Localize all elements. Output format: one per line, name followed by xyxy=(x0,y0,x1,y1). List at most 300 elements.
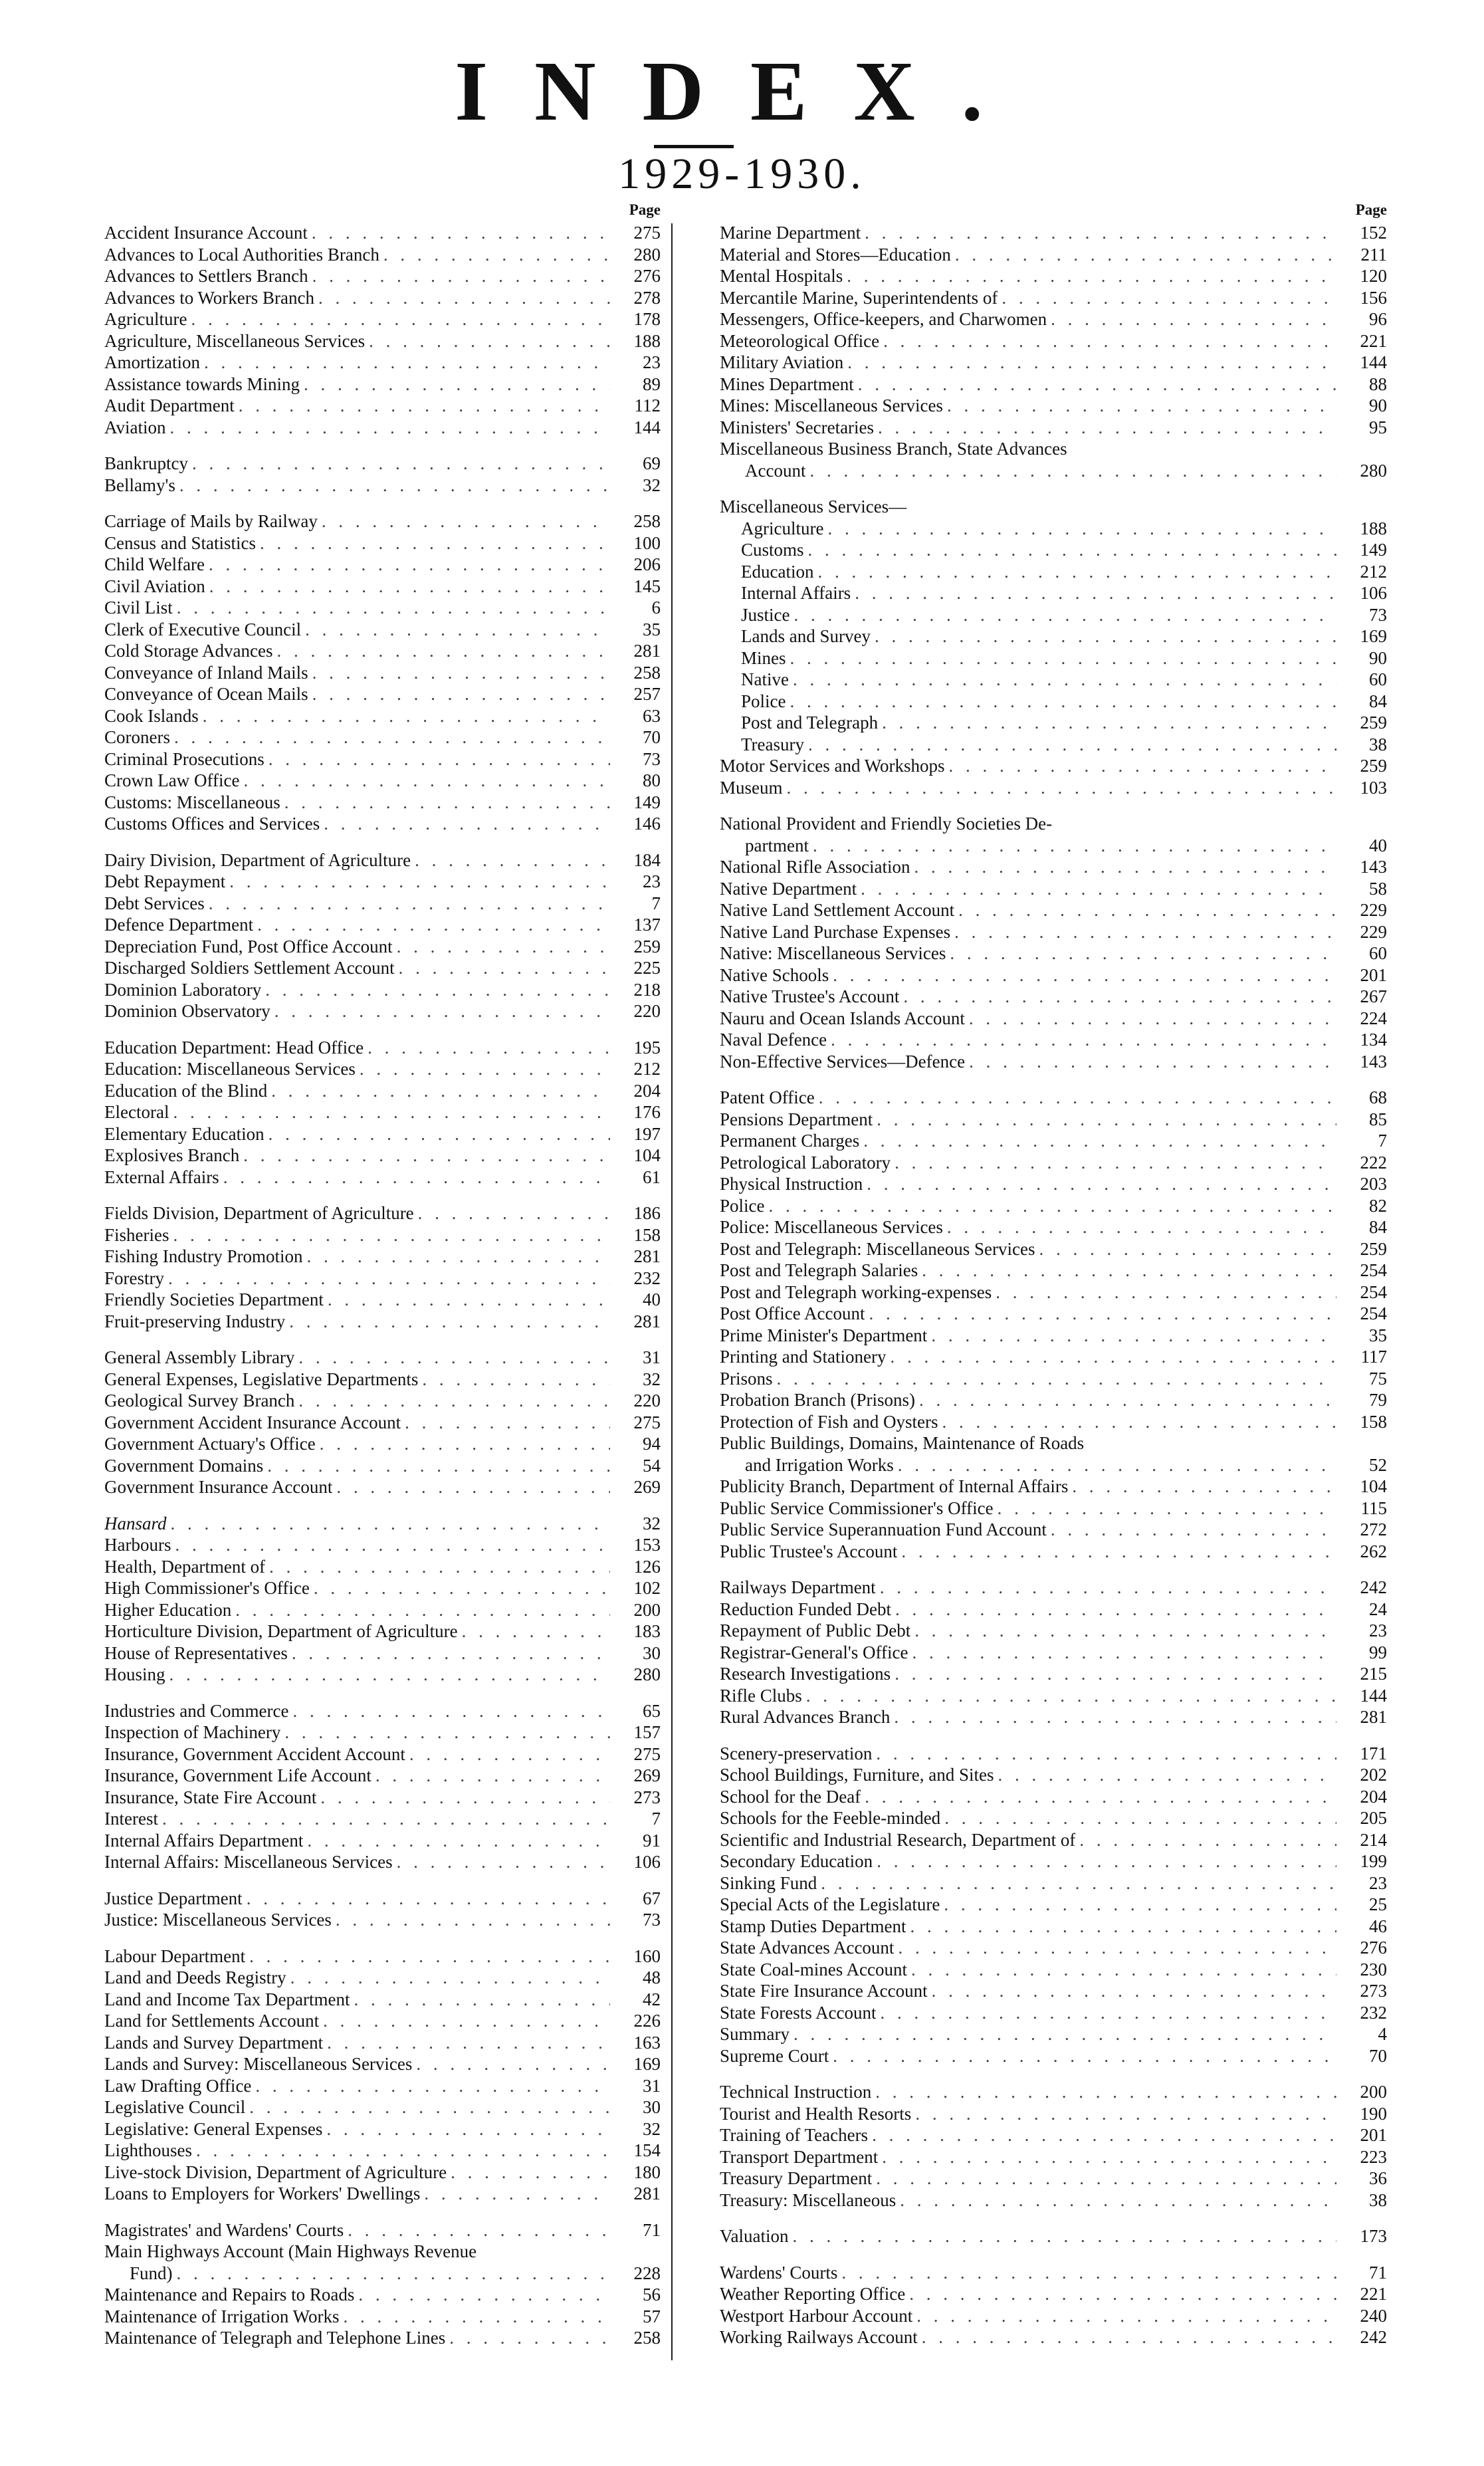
entry-page-number: 89 xyxy=(643,374,661,394)
entry-label: State Advances Account xyxy=(720,1938,895,1958)
dot-leader xyxy=(883,330,1336,352)
index-entry xyxy=(720,1282,1392,1303)
index-entry xyxy=(720,2168,1392,2189)
entry-label: Land for Settlements Account xyxy=(104,2011,320,2031)
entry-page-number: 203 xyxy=(1360,1174,1387,1194)
entry-page-number: 96 xyxy=(1369,309,1387,329)
entry-label: Hansard xyxy=(104,1513,167,1533)
index-entry xyxy=(104,1967,666,1989)
entry-label: Forestry xyxy=(104,1268,164,1288)
entry-label: Insurance, Government Accident Account xyxy=(104,1743,405,1764)
index-entry xyxy=(104,1765,666,1787)
dot-leader xyxy=(255,2075,610,2097)
entry-page-number: 84 xyxy=(1369,691,1387,711)
entry-label: State Fire Insurance Account xyxy=(720,1981,928,2001)
entry-label: Education Department: Head Office xyxy=(104,1037,364,1058)
index-entry xyxy=(720,1008,1392,1030)
index-entry xyxy=(720,1238,1392,1260)
dot-leader xyxy=(292,1642,610,1664)
entry-label: Fruit-preserving Industry xyxy=(104,1311,286,1331)
entry-label: Dominion Observatory xyxy=(104,1001,270,1021)
dot-leader xyxy=(882,2146,1336,2168)
dot-leader xyxy=(944,1807,1336,1829)
entry-page-number: 280 xyxy=(1360,460,1387,481)
entry-label: Interest xyxy=(104,1809,158,1829)
entry-label: Military Aviation xyxy=(720,352,844,372)
entry-label: Inspection of Machinery xyxy=(104,1722,281,1742)
entry-label: General Expenses, Legislative Departments xyxy=(104,1369,419,1389)
entry-page-number: 158 xyxy=(1360,1411,1387,1432)
entry-label: Magistrates' and Wardens' Courts xyxy=(104,2219,344,2240)
dot-leader xyxy=(875,2081,1336,2103)
entry-page-number: 154 xyxy=(633,2140,661,2160)
index-entry xyxy=(720,352,1392,374)
index-entry xyxy=(104,1289,666,1311)
entry-page-number: 4 xyxy=(1378,2024,1387,2044)
index-entry xyxy=(720,878,1392,900)
dot-leader xyxy=(958,899,1336,921)
index-entry xyxy=(720,777,1392,799)
entry-label: Lighthouses xyxy=(104,2140,192,2160)
dot-leader xyxy=(348,2219,610,2241)
index-entry xyxy=(720,2023,1392,2045)
entry-page-number: 82 xyxy=(1369,1195,1387,1216)
entry-page-number: 7 xyxy=(651,893,661,913)
index-group xyxy=(104,849,666,1022)
entry-page-number: 95 xyxy=(1369,417,1387,437)
index-entry xyxy=(104,1808,666,1830)
entry-label: Lands and Survey xyxy=(741,626,871,646)
index-entry xyxy=(720,1454,1392,1476)
entry-label: Government Accident Insurance Account xyxy=(104,1412,401,1432)
entry-label: Police xyxy=(720,1195,765,1216)
index-entry xyxy=(720,734,1392,756)
entry-label: Live-stock Division, Department of Agriculture xyxy=(104,2162,447,2182)
entry-page-number: 73 xyxy=(1369,604,1387,625)
index-entry xyxy=(104,1369,666,1391)
dot-leader xyxy=(209,893,610,915)
entry-label: and Irrigation Works xyxy=(745,1454,894,1475)
index-group xyxy=(104,1946,666,2205)
entry-page-number: 226 xyxy=(633,2011,661,2031)
entry-page-number: 205 xyxy=(1360,1808,1387,1828)
entry-label: Carriage of Mails by Railway xyxy=(104,511,318,531)
entry-label: Protection of Fish and Oysters xyxy=(720,1411,938,1432)
index-entry xyxy=(720,1706,1392,1728)
dot-leader xyxy=(865,222,1336,244)
index-entry xyxy=(720,1216,1392,1238)
entry-label: Native Trustee's Account xyxy=(720,986,900,1006)
entry-label: Public Service Superannuation Fund Account xyxy=(720,1519,1047,1539)
entry-page-number: 257 xyxy=(633,684,661,704)
dot-leader xyxy=(336,1476,610,1498)
entry-page-number: 259 xyxy=(1360,713,1387,732)
entry-page-number: 280 xyxy=(633,244,661,265)
entry-label: Labour Department xyxy=(104,1946,246,1966)
dot-leader xyxy=(950,943,1336,964)
index-entry xyxy=(720,2262,1392,2284)
entry-label: Internal Affairs Department xyxy=(104,1830,304,1850)
entry-label: Prisons xyxy=(720,1368,773,1389)
dot-leader xyxy=(955,244,1336,266)
entry-page-number: 259 xyxy=(633,936,661,956)
entry-label: Assistance towards Mining xyxy=(104,374,300,394)
dot-leader xyxy=(271,1080,610,1102)
entry-label: Police: Miscellaneous Services xyxy=(720,1217,943,1237)
index-entry xyxy=(720,1894,1392,1916)
dot-leader xyxy=(168,1268,610,1289)
index-entry xyxy=(720,1087,1392,1109)
entry-label: Government Insurance Account xyxy=(104,1477,333,1497)
entry-page-number: 75 xyxy=(1369,1368,1387,1389)
entry-label: Naval Defence xyxy=(720,1030,827,1050)
index-entry xyxy=(720,1807,1392,1829)
entry-page-number: 218 xyxy=(633,979,661,1000)
index-entry xyxy=(104,417,666,439)
dot-leader xyxy=(808,734,1336,756)
index-entry xyxy=(104,2118,666,2140)
entry-page-number: 272 xyxy=(1360,1519,1387,1539)
entry-label: Mental Hospitals xyxy=(720,266,843,286)
entry-page-number: 254 xyxy=(1360,1303,1387,1323)
index-group xyxy=(104,510,666,835)
entry-page-number: 58 xyxy=(1369,878,1387,899)
index-entry xyxy=(104,453,666,475)
index-group xyxy=(720,496,1392,798)
entry-label: Maintenance of Irrigation Works xyxy=(104,2306,340,2326)
entry-page-number: 201 xyxy=(1360,2125,1387,2145)
dot-leader xyxy=(249,2096,610,2118)
entry-page-number: 254 xyxy=(1360,1282,1387,1302)
entry-page-number: 84 xyxy=(1369,1217,1387,1237)
entry-page-number: 178 xyxy=(633,309,661,329)
entry-page-number: 258 xyxy=(633,662,661,683)
entry-page-number: 225 xyxy=(633,958,661,978)
entry-label: Account xyxy=(745,460,806,481)
entry-page-number: 199 xyxy=(1360,1851,1387,1871)
entry-label: Miscellaneous Services— xyxy=(720,497,907,516)
dot-leader xyxy=(876,1743,1336,1765)
index-group xyxy=(104,1202,666,1332)
index-entry xyxy=(104,792,666,814)
entry-page-number: 32 xyxy=(643,1369,661,1389)
index-entry xyxy=(104,1787,666,1809)
entry-page-number: 100 xyxy=(633,532,661,553)
entry-page-number: 68 xyxy=(1369,1087,1387,1107)
entry-page-number: 35 xyxy=(1369,1325,1387,1345)
entry-page-number: 160 xyxy=(633,1946,661,1966)
dot-leader xyxy=(833,2045,1336,2067)
entry-page-number: 40 xyxy=(1369,835,1387,855)
dot-leader xyxy=(969,1008,1336,1030)
dot-leader xyxy=(898,1454,1336,1476)
index-entry xyxy=(720,518,1392,540)
dot-leader xyxy=(898,1937,1336,1959)
index-entry xyxy=(104,748,666,770)
index-entry xyxy=(104,352,666,374)
index-entry xyxy=(720,835,1392,857)
entry-label: Education: Miscellaneous Services xyxy=(104,1059,356,1079)
entry-page-number: 30 xyxy=(643,2097,661,2117)
entry-page-number: 80 xyxy=(643,770,661,790)
index-entry xyxy=(104,1909,666,1931)
entry-label: Tourist and Health Resorts xyxy=(720,2103,912,2124)
entry-label: State Coal-mines Account xyxy=(720,1959,907,1979)
entry-page-number: 48 xyxy=(643,1967,661,1987)
dot-leader xyxy=(915,2103,1336,2125)
dot-leader xyxy=(931,1325,1336,1347)
dot-leader xyxy=(267,1455,610,1477)
dot-leader xyxy=(847,352,1336,374)
entry-label: Public Trustee's Account xyxy=(720,1541,898,1561)
entry-page-number: 46 xyxy=(1369,1916,1387,1936)
entry-page-number: 70 xyxy=(1369,2045,1387,2066)
dot-leader xyxy=(243,1145,610,1167)
dot-leader xyxy=(196,2140,610,2162)
dot-leader xyxy=(269,1556,610,1578)
index-entry xyxy=(720,1577,1392,1599)
index-entry xyxy=(720,1980,1392,2002)
dot-leader xyxy=(418,1202,610,1224)
index-entry xyxy=(720,625,1392,647)
entry-page-number: 200 xyxy=(633,1599,661,1620)
index-entry xyxy=(720,1346,1392,1368)
index-entry xyxy=(720,813,1392,835)
dot-leader xyxy=(290,1967,610,1989)
entry-page-number: 103 xyxy=(1360,777,1387,798)
index-entry xyxy=(720,691,1392,713)
dot-leader xyxy=(903,986,1336,1008)
index-entry xyxy=(720,1152,1392,1174)
dot-leader xyxy=(169,1664,610,1686)
index-entry xyxy=(720,244,1392,266)
index-entry xyxy=(720,1325,1392,1347)
dot-leader xyxy=(806,1685,1336,1707)
entry-label: Cook Islands xyxy=(104,705,199,726)
dot-leader xyxy=(932,1980,1336,2002)
dot-leader xyxy=(813,835,1336,857)
entry-label: Justice xyxy=(741,604,790,625)
dot-leader xyxy=(305,619,610,641)
dot-leader xyxy=(865,1786,1336,1808)
entry-label: National Provident and Friendly Societies De- xyxy=(720,814,1053,834)
entry-label: State Forests Account xyxy=(720,2002,877,2023)
index-entry xyxy=(104,1412,666,1434)
entry-label: Bankruptcy xyxy=(104,453,188,473)
index-entry xyxy=(720,1685,1392,1707)
entry-label: Working Railways Account xyxy=(720,2327,918,2347)
dot-leader xyxy=(327,2032,610,2054)
entry-label: Conveyance of Inland Mails xyxy=(104,662,308,683)
entry-page-number: 88 xyxy=(1369,374,1387,394)
entry-page-number: 212 xyxy=(1360,561,1387,582)
index-entry xyxy=(104,683,666,705)
index-group xyxy=(104,1347,666,1498)
dot-leader xyxy=(876,2168,1336,2189)
index-group xyxy=(720,1743,1392,2067)
dot-leader xyxy=(998,1764,1336,1786)
index-entry xyxy=(104,2241,666,2263)
entry-label: Transport Department xyxy=(720,2146,879,2167)
index-group xyxy=(104,1888,666,1931)
dot-leader xyxy=(872,2124,1336,2146)
dot-leader xyxy=(894,1706,1336,1728)
entry-page-number: 169 xyxy=(633,2054,661,2074)
entry-page-number: 149 xyxy=(1360,540,1387,560)
entry-label: Friendly Societies Department xyxy=(104,1289,324,1309)
entry-page-number: 38 xyxy=(1369,734,1387,754)
index-entry xyxy=(104,1642,666,1664)
entry-label: Mines Department xyxy=(720,374,854,394)
dot-leader xyxy=(863,1130,1336,1152)
entry-page-number: 281 xyxy=(633,1311,661,1331)
index-entry xyxy=(720,604,1392,626)
index-entry xyxy=(720,712,1392,734)
entry-page-number: 38 xyxy=(1369,2189,1387,2210)
index-entry xyxy=(104,1851,666,1873)
entry-label: Rural Advances Branch xyxy=(720,1707,891,1727)
index-group xyxy=(104,1700,666,1873)
index-entry xyxy=(720,1642,1392,1664)
index-group xyxy=(720,2262,1392,2348)
entry-label: Native Land Purchase Expenses xyxy=(720,921,951,942)
entry-label: Scientific and Industrial Research, Department of xyxy=(720,1829,1076,1850)
entry-page-number: 94 xyxy=(643,1434,661,1454)
dot-leader xyxy=(174,727,610,748)
index-entry xyxy=(104,1202,666,1224)
entry-page-number: 24 xyxy=(1369,1599,1387,1619)
entry-label: National Rifle Association xyxy=(720,857,910,877)
dot-leader xyxy=(369,330,610,352)
entry-label: Clerk of Executive Council xyxy=(104,619,302,639)
index-entry xyxy=(104,957,666,979)
entry-page-number: 112 xyxy=(634,395,661,415)
entry-page-number: 65 xyxy=(643,1700,661,1721)
entry-label: Material and Stores—Education xyxy=(720,244,951,265)
entry-label: Petrological Laboratory xyxy=(720,1152,891,1173)
dot-leader xyxy=(298,1347,610,1369)
index-entry xyxy=(104,1989,666,2011)
index-entry xyxy=(720,582,1392,604)
entry-page-number: 221 xyxy=(1360,2284,1387,2304)
index-entry xyxy=(720,2081,1392,2103)
dot-leader xyxy=(307,1830,610,1852)
entry-page-number: 173 xyxy=(1360,2226,1387,2246)
dot-leader xyxy=(882,712,1336,734)
dot-leader xyxy=(192,453,610,475)
dot-leader xyxy=(911,1959,1336,1981)
index-entry xyxy=(720,1829,1392,1851)
dot-leader xyxy=(947,1216,1336,1238)
entry-label: Land and Income Tax Department xyxy=(104,1989,350,2009)
entry-page-number: 228 xyxy=(633,2263,661,2283)
index-entry xyxy=(104,1000,666,1022)
entry-page-number: 278 xyxy=(633,287,661,308)
index-entry xyxy=(720,438,1392,460)
dot-leader xyxy=(462,1621,610,1642)
entry-label: Horticulture Division, Department of Agriculture xyxy=(104,1621,458,1641)
entry-label: Physical Instruction xyxy=(720,1174,863,1194)
dot-leader xyxy=(265,979,610,1001)
index-entry xyxy=(104,2096,666,2118)
entry-label: Cold Storage Advances xyxy=(104,641,273,661)
index-entry xyxy=(104,1476,666,1498)
entry-page-number: 42 xyxy=(643,1989,661,2009)
entry-page-number: 215 xyxy=(1360,1664,1387,1684)
left-index-column xyxy=(104,198,666,2364)
entry-label: Electoral xyxy=(104,1102,169,1122)
page-column-header: Page xyxy=(1355,201,1387,218)
dot-leader xyxy=(942,1411,1336,1433)
dot-leader xyxy=(383,244,610,266)
index-entry xyxy=(104,1167,666,1188)
entry-label: Railways Department xyxy=(720,1577,876,1597)
dot-leader xyxy=(901,1541,1336,1563)
dot-leader xyxy=(257,914,610,936)
index-entry xyxy=(104,308,666,330)
entry-page-number: 204 xyxy=(633,1080,661,1101)
entry-page-number: 56 xyxy=(643,2285,661,2304)
entry-label: Debt Repayment xyxy=(104,871,226,891)
entry-label: partment xyxy=(745,835,809,855)
entry-page-number: 169 xyxy=(1360,626,1387,646)
entry-label: Education xyxy=(741,561,814,582)
entry-label: Post Office Account xyxy=(720,1303,865,1323)
entry-page-number: 90 xyxy=(1369,395,1387,415)
entry-label: Registrar-General's Office xyxy=(720,1642,908,1662)
index-entry xyxy=(104,1268,666,1289)
entry-label: Justice Department xyxy=(104,1888,243,1908)
dot-leader xyxy=(809,460,1336,482)
entry-page-number: 275 xyxy=(633,223,661,243)
entry-page-number: 35 xyxy=(643,619,661,639)
index-entry xyxy=(720,1850,1392,1872)
entry-page-number: 23 xyxy=(643,352,661,372)
entry-page-number: 281 xyxy=(633,2184,661,2203)
index-entry xyxy=(720,1764,1392,1786)
index-entry xyxy=(104,510,666,532)
entry-page-number: 221 xyxy=(1360,330,1387,351)
entry-label: Aviation xyxy=(104,417,166,437)
entry-page-number: 144 xyxy=(633,417,661,437)
entry-page-number: 188 xyxy=(633,330,661,351)
entry-label: Law Drafting Office xyxy=(104,2075,252,2096)
index-entry xyxy=(720,755,1392,777)
dot-leader xyxy=(326,2118,610,2140)
entry-page-number: 232 xyxy=(1360,2002,1387,2023)
dot-leader xyxy=(909,2283,1336,2305)
index-entry xyxy=(104,1390,666,1412)
entry-label: Criminal Prosecutions xyxy=(104,748,265,769)
entry-label: Post and Telegraph: Miscellaneous Services xyxy=(720,1238,1035,1259)
entry-page-number: 262 xyxy=(1360,1541,1387,1561)
index-entry xyxy=(104,1556,666,1578)
entry-label: Special Acts of the Legislature xyxy=(720,1894,940,1914)
index-entry xyxy=(104,619,666,641)
entry-page-number: 200 xyxy=(1360,2082,1387,2102)
entry-page-number: 143 xyxy=(1360,857,1387,877)
entry-label: School Buildings, Furniture, and Sites xyxy=(720,1765,994,1785)
dot-leader xyxy=(944,1894,1336,1916)
dot-leader xyxy=(324,813,610,835)
entry-page-number: 171 xyxy=(1360,1743,1387,1763)
index-entry xyxy=(104,1347,666,1369)
dot-leader xyxy=(821,1872,1336,1894)
entry-page-number: 90 xyxy=(1369,647,1387,668)
entry-page-number: 23 xyxy=(643,871,661,891)
entry-page-number: 106 xyxy=(1360,583,1387,603)
entry-label: Census and Statistics xyxy=(104,532,256,553)
